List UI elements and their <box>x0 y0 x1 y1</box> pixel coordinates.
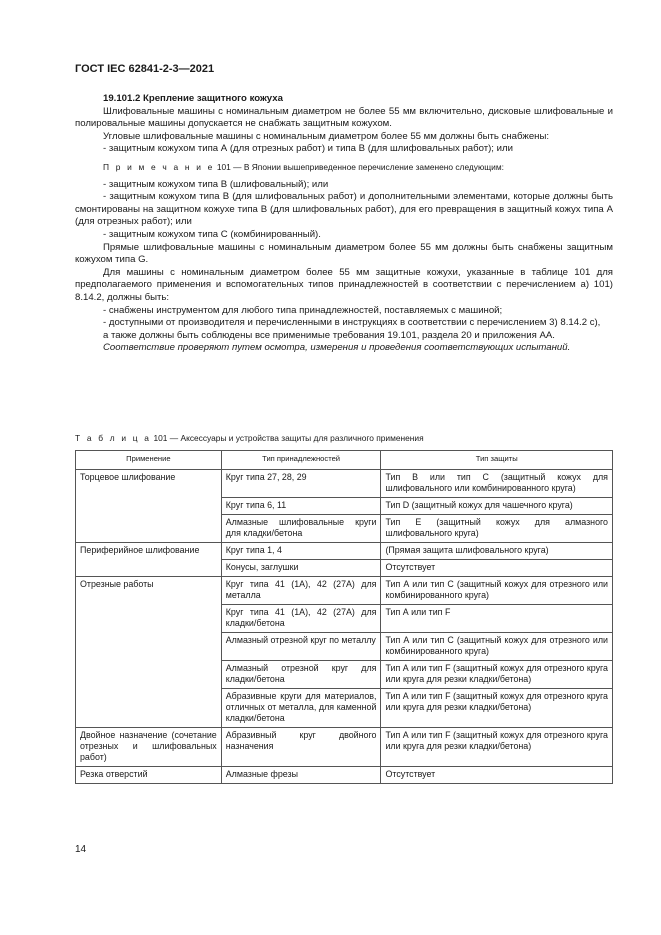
accessory-cell: Алмазный отрезной круг для кладки/бетона <box>221 661 381 689</box>
table-caption-label: Т а б л и ц а <box>75 433 152 443</box>
guard-cell: Отсутствует <box>381 767 613 784</box>
guard-cell: Тип Е (защитный кожух для алмазного шлифовального круга) <box>381 515 613 543</box>
guard-cell: (Прямая защита шлифовального круга) <box>381 543 613 560</box>
application-cell: Торцевое шлифование <box>76 470 222 543</box>
application-cell: Периферийное шлифование <box>76 543 222 577</box>
application-cell: Резка отверстий <box>76 767 222 784</box>
body-text <box>75 93 613 355</box>
application-cell: Отрезные работы <box>76 577 222 728</box>
paragraph: Шлифовальные машины с номинальным диаметром не более 55 мм включительно, дисковые шлифовальные и полировальные машины допускается не снабжать защитным кожухом. <box>75 105 613 130</box>
header-accessory: Тип принадлежностей <box>221 451 381 470</box>
paragraph: Угловые шлифовальные машины с номинальным диаметром более 55 мм должны быть снабжены: <box>103 130 550 142</box>
list-item: - защитным кожухом типа В (шлифовальный); или <box>103 178 329 190</box>
list-item: - снабжены инструментом для любого типа принадлежностей, поставляемых с машиной; <box>103 304 503 316</box>
table-row <box>76 470 613 498</box>
page-number: 14 <box>75 844 87 855</box>
header-guard: Тип защиты <box>381 451 613 470</box>
accessory-cell: Круг типа 41 (1А), 42 (27А) для кладки/бетона <box>221 605 381 633</box>
accessory-cell: Круг типа 1, 4 <box>221 543 381 560</box>
guard-cell: Тип А или тип F <box>381 605 613 633</box>
paragraph: Для машины с номинальным диаметром более 55 мм защитные кожухи, указанные в таблице 101 для предполагаемого применения и вспомогательных типов принадлежностей в соответствии с перечислением а) 101) 8.14.2, должны быть: <box>75 266 613 303</box>
paragraph: а также должны быть соблюдены все применимые требования 19.101, раздела 20 и приложения АА. <box>103 329 555 341</box>
note <box>75 161 613 174</box>
list-item: - доступными от производителя и перечисленными в инструкциях в соответствии с перечислением 3) 8.14.2 с), <box>103 317 601 329</box>
accessory-cell: Круг типа 27, 28, 29 <box>221 470 381 498</box>
accessory-cell: Алмазный отрезной круг по металлу <box>221 633 381 661</box>
accessories-table <box>75 450 613 784</box>
table-caption <box>75 433 424 443</box>
standard-header: ГОСТ IEC 62841-2-3—2021 <box>75 63 215 75</box>
list-item: - защитным кожухом типа С (комбинированный). <box>103 228 321 240</box>
accessory-cell: Абразивный круг двойного назначения <box>221 728 381 767</box>
guard-cell: Тип А или тип F (защитный кожух для отрезного круга или круга для резки кладки/бетона) <box>381 689 613 728</box>
guard-cell: Отсутствует <box>381 560 613 577</box>
paragraph: Прямые шлифовальные машины с номинальным диаметром более 55 мм должны быть снабжены защитным кожухом типа G. <box>75 241 613 266</box>
guard-cell: Тип А или тип F (защитный кожух для отрезного круга или круга для резки кладки/бетона) <box>381 728 613 767</box>
accessory-cell: Алмазные шлифовальные круги для кладки/бетона <box>221 515 381 543</box>
application-cell: Двойное назначение (сочетание отрезных и шлифовальных работ) <box>76 728 222 767</box>
guard-cell: Тип А или тип С (защитный кожух для отрезного или комбинированного круга) <box>381 633 613 661</box>
table-row <box>76 577 613 605</box>
guard-cell: Тип В или тип С (защитный кожух для шлифовального или комбинированного круга) <box>381 470 613 498</box>
table-row <box>76 767 613 784</box>
table-row <box>76 543 613 560</box>
accessory-cell: Круг типа 41 (1А), 42 (27А) для металла <box>221 577 381 605</box>
list-item: - защитным кожухом типа В (для шлифовальных работ) и дополнительными элементами, которые должны быть смонтированы на защитном кожухе типа В (для шлифовальных работ), для его превращения в защитный кожух типа А (для отрезных работ); или <box>75 191 613 228</box>
accessory-cell: Абразивные круги для материалов, отличных от металла, для каменной кладки/бетона <box>221 689 381 728</box>
accessory-cell: Круг типа 6, 11 <box>221 498 381 515</box>
table-row <box>76 728 613 767</box>
note-text: 101 — В Японии вышеприведенное перечисление заменено следующим: <box>216 161 504 172</box>
guard-cell: Тип А или тип F (защитный кожух для отрезного круга или круга для резки кладки/бетона) <box>381 661 613 689</box>
accessory-cell: Конусы, заглушки <box>221 560 381 577</box>
guard-cell: Тип А или тип С (защитный кожух для отрезного или комбинированного круга) <box>381 577 613 605</box>
section-title: 19.101.2 Крепление защитного кожуха <box>103 93 283 104</box>
list-item: - защитным кожухом типа А (для отрезных работ) и типа В (для шлифовальных работ); или <box>103 143 513 155</box>
compliance-statement: Соответствие проверяют путем осмотра, измерения и проведения соответствующих испытаний. <box>103 342 571 354</box>
note-label: П р и м е ч а н и е <box>103 161 215 172</box>
table-caption-text: 101 — Аксессуары и устройства защиты для различного применения <box>153 433 424 443</box>
accessory-cell: Алмазные фрезы <box>221 767 381 784</box>
table-header-row <box>76 451 613 470</box>
header-application: Применение <box>76 451 222 470</box>
guard-cell: Тип D (защитный кожух для чашечного круга) <box>381 498 613 515</box>
